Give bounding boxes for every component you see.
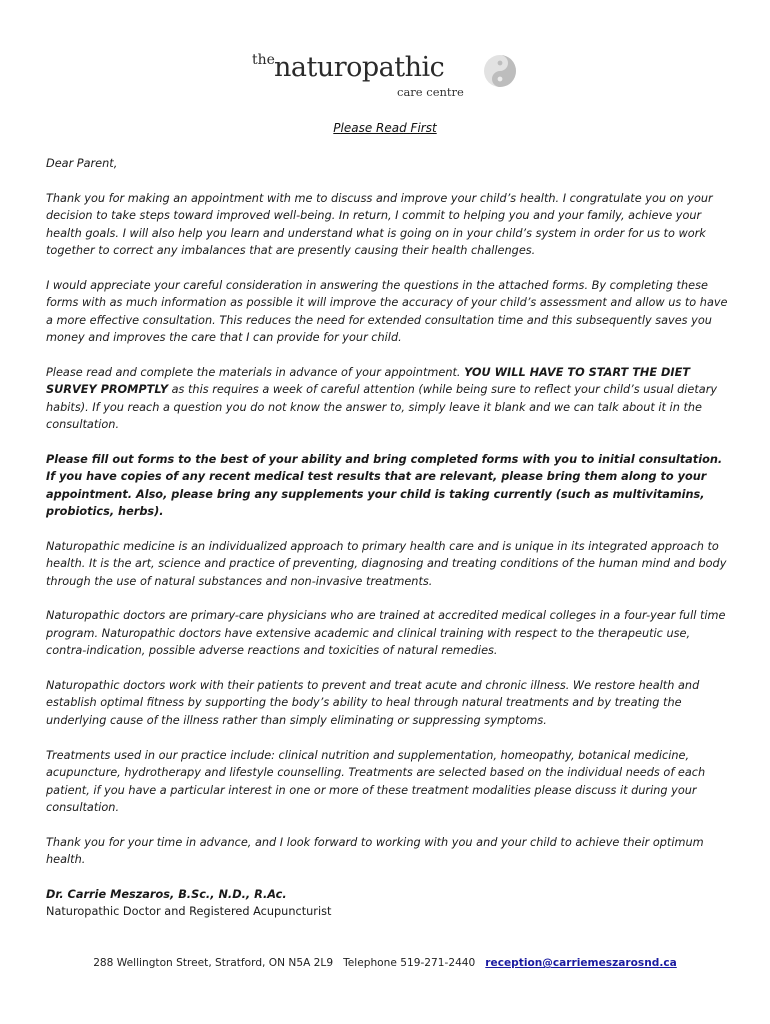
footer-address: 288 Wellington Street, Stratford, ON N5A 2L9: [93, 957, 334, 969]
footer-email-link[interactable]: reception@carriemeszarosnd.ca: [485, 957, 677, 969]
clinic-logo: [250, 48, 530, 104]
paragraph-naturopathic-medicine: Naturopathic medicine is an individualized approach to primary health care and is unique in its integrated approach to health. It is the art, science and practice of preventing, diagnosing and treating conditions of the human mind and body through the use of natural substances and non-invasive treatments.: [46, 539, 727, 588]
logo-subtitle-text: care centre: [397, 85, 464, 99]
paragraph-diet-survey: [46, 364, 732, 434]
paragraph-naturopathic-doctors: Naturopathic doctors are primary-care physicians who are trained at accredited medical colleges in a four-year full time program. Naturopathic doctors have extensive academic and clinical training with respect to the therapeutic use, contra-indication, possible adverse reactions and toxicities of natural remedies.: [46, 609, 726, 658]
diet-survey-rest: as this requires a week of careful attention (while being sure to reflect your child’s usual dietary habits). If you reach a question you do not know the answer to, simply leave it blank and we can talk about it in the consultation.: [46, 383, 718, 432]
footer-phone: Telephone 519-271-2440: [343, 957, 476, 969]
paragraph-thank-you: Thank you for your time in advance, and I look forward to working with you and your child to achieve their optimum health.: [46, 835, 704, 867]
paragraph-intro: Thank you for making an appointment with me to discuss and improve your child’s health. I congratulate you on your decision to take steps toward improved well-being. In return, I commit to helping you and your family, achieve your health goals. I will also help you learn and understand what is going on in your child’s system in order for us to work together to correct any imbalances that are presently causing their health challenges.: [46, 191, 713, 258]
signature-block: [46, 886, 732, 921]
yin-yang-icon: [482, 53, 518, 89]
paragraph-treatments: Treatments used in our practice include: clinical nutrition and supplementation, homeopathy, botanical medicine, acupuncture, hydrotherapy and lifestyle counselling. Treatments are selected based on the individual needs of each patient, if you have a particular interest in one or more of these treatment modalities please discuss it during your consultation.: [46, 748, 706, 814]
signature-title: Naturopathic Doctor and Registered Acupuncturist: [46, 905, 332, 919]
diet-survey-emphasis: YOU WILL HAVE TO START THE DIET SURVEY PROMPTLY: [46, 365, 691, 397]
page-title: Please Read First: [333, 121, 437, 135]
signature-name: Dr. Carrie Meszaros, B.Sc., N.D., R.Ac.: [46, 887, 287, 901]
greeting: Dear Parent,: [46, 157, 118, 170]
letter-body: [46, 155, 732, 938]
logo-brand-text: naturopathic: [274, 52, 445, 83]
diet-survey-lead: Please read and complete the materials in advance of your appointment.: [46, 365, 465, 379]
logo-the-text: the: [252, 52, 275, 68]
paragraph-restore-health: Naturopathic doctors work with their patients to prevent and treat acute and chronic illness. We restore health and establish optimal fitness by supporting the body’s ability to heal through natural treatments and by treating the underlying cause of the illness rather than simply eliminating or suppressing symptoms.: [46, 679, 700, 727]
footer: [0, 957, 770, 969]
paragraph-bring-forms: Please fill out forms to the best of your ability and bring completed forms with you to initial consultation. If you have copies of any recent medical test results that are relevant, please bring them along to your appointment. Also, please bring any supplements your child is taking currently (such as multivitamins, probiotics, herbs).: [46, 452, 723, 519]
paragraph-forms: I would appreciate your careful consideration in answering the questions in the attached forms. By completing these forms with as much information as possible it will improve the accuracy of your child’s assessment and allow us to have a more effective consultation. This reduces the need for extended consultation time and this subsequently saves you money and improves the care that I can provide for your child.: [46, 278, 728, 345]
